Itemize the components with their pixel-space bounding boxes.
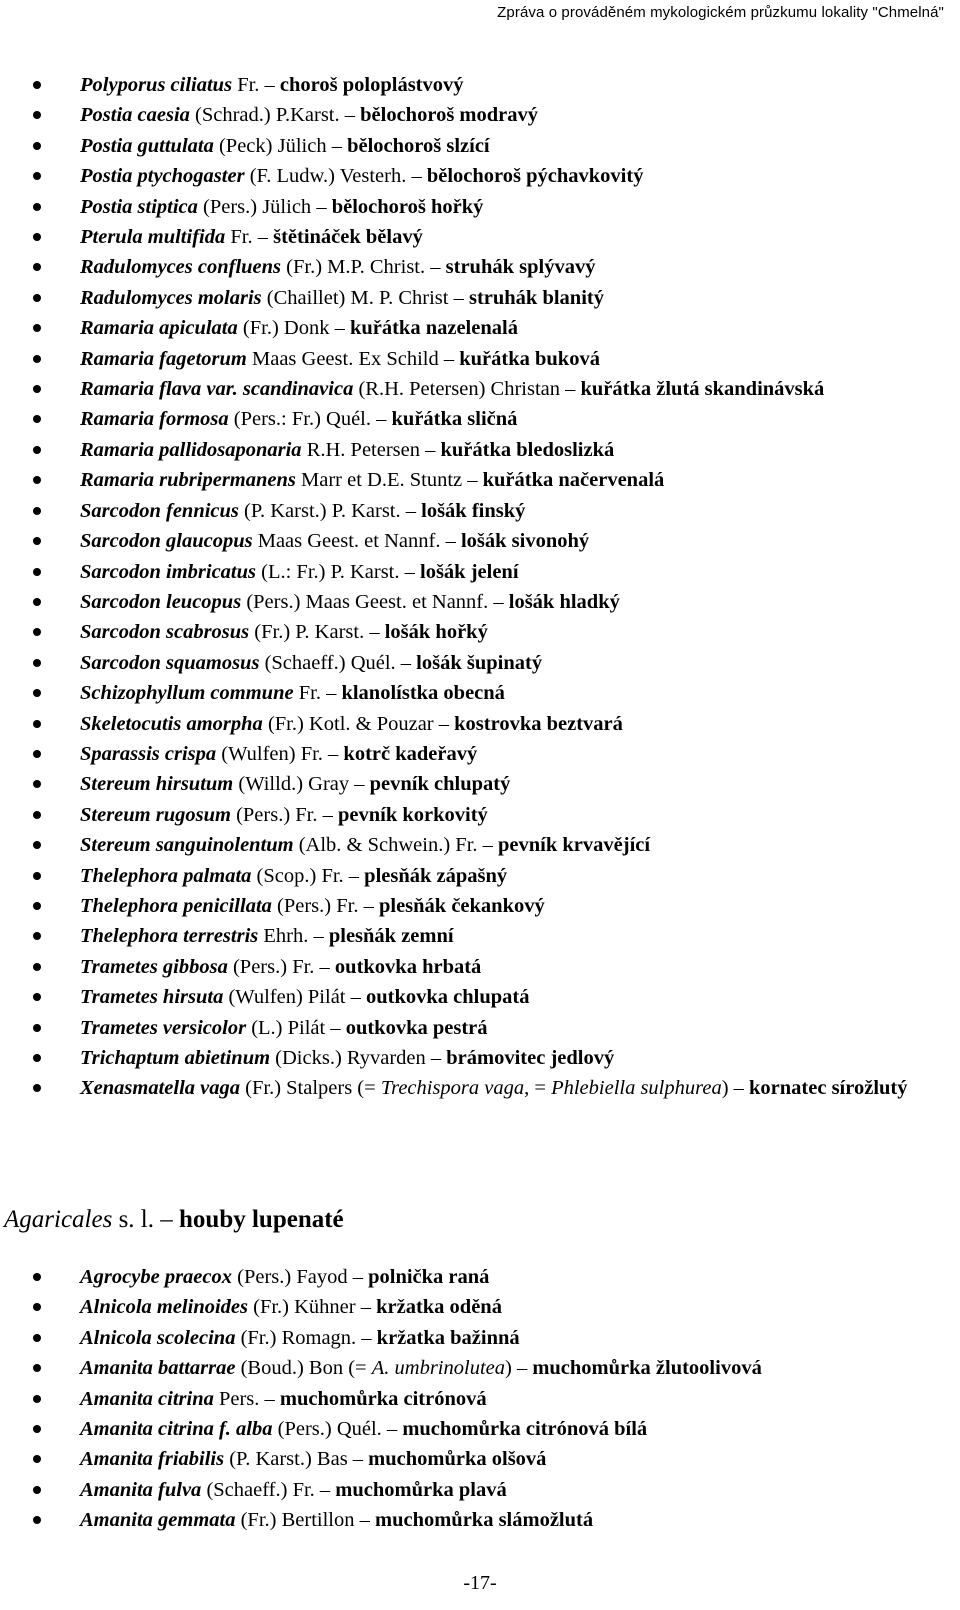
section-qualifier: s. l. bbox=[112, 1206, 161, 1233]
dash-separator: – bbox=[345, 986, 366, 1009]
author-citation: (L.: Fr.) P. Karst. bbox=[256, 560, 400, 583]
author-citation: (Alb. & Schwein.) Fr. bbox=[293, 834, 478, 857]
author-citation: (P. Karst.) P. Karst. bbox=[238, 499, 401, 522]
czech-name: kržatka bažinná bbox=[376, 1326, 520, 1349]
author-citation: (Schrad.) P.Karst. bbox=[189, 104, 340, 127]
czech-name: outkovka pestrá bbox=[345, 1016, 488, 1039]
dash-separator: – bbox=[438, 347, 460, 370]
synonym-name: Phlebiella sulphurea bbox=[551, 1077, 722, 1100]
bullet-icon bbox=[33, 1516, 41, 1524]
synonym-name: A. umbrinolutea bbox=[371, 1357, 505, 1380]
dash-separator: – bbox=[406, 165, 427, 188]
dash-separator: – bbox=[448, 286, 469, 309]
bullet-icon bbox=[33, 963, 41, 971]
czech-name: klanolístka obecná bbox=[341, 682, 505, 705]
species-item-xenasmatella bbox=[0, 1073, 960, 1103]
scientific-name: Trametes versicolor bbox=[80, 1016, 247, 1039]
dash-separator: – bbox=[358, 894, 379, 917]
czech-name: muchomůrka citrónová bbox=[279, 1387, 487, 1410]
czech-name: lošák hladký bbox=[508, 590, 620, 613]
species-item bbox=[0, 1323, 960, 1353]
czech-name: kržatka oděná bbox=[376, 1296, 502, 1319]
czech-name: lošák jelení bbox=[420, 560, 519, 583]
author-citation: (Pers.) Fayod bbox=[232, 1266, 348, 1288]
czech-name: kuřátka sličná bbox=[391, 408, 518, 431]
bullet-icon bbox=[33, 1364, 41, 1372]
dash-separator: – bbox=[317, 803, 339, 826]
dash-separator: – bbox=[462, 469, 483, 492]
czech-name: struhák splývavý bbox=[445, 256, 596, 279]
bullet-icon bbox=[33, 720, 41, 728]
bullet-icon bbox=[33, 872, 41, 880]
czech-name: muchomůrka žlutoolivová bbox=[532, 1357, 762, 1380]
czech-name: pevník korkovitý bbox=[338, 803, 488, 826]
dash-separator: – bbox=[314, 1478, 336, 1501]
dash-separator: – bbox=[399, 560, 420, 583]
czech-name: kornatec sírožlutý bbox=[749, 1077, 908, 1100]
author-citation: (Fr.) P. Karst. bbox=[249, 621, 365, 644]
page-header: Zpráva o prováděném mykologickém průzkumu lokality "Chmelná" bbox=[497, 4, 944, 21]
dash-separator: – bbox=[728, 1077, 750, 1100]
synonym-close: ) bbox=[505, 1357, 512, 1380]
synonym-close: ) bbox=[721, 1077, 729, 1100]
dash-separator: – bbox=[560, 378, 581, 401]
author-citation: Marr et D.E. Stuntz bbox=[295, 469, 463, 492]
section-scientific-name: Agaricales bbox=[4, 1206, 113, 1233]
bullet-icon bbox=[33, 1334, 41, 1342]
bullet-icon bbox=[33, 1395, 41, 1403]
author-citation: (Schaeff.) Quél. bbox=[259, 651, 396, 674]
dash-separator: – bbox=[356, 1326, 377, 1349]
scientific-name: Ramaria formosa bbox=[80, 408, 229, 431]
species-item bbox=[0, 283, 960, 313]
scientific-name: Amanita battarrae bbox=[80, 1357, 236, 1380]
czech-name: bělochoroš modravý bbox=[360, 104, 538, 127]
author-citation: (Dicks.) Ryvarden bbox=[270, 1047, 426, 1069]
czech-name: outkovka chlupatá bbox=[365, 986, 530, 1009]
species-item bbox=[0, 404, 960, 434]
dash-separator: – bbox=[349, 773, 370, 796]
scientific-name: Postia guttulata bbox=[80, 134, 214, 157]
dash-separator: – bbox=[381, 1418, 403, 1441]
author-citation: (Fr.) Donk bbox=[237, 317, 330, 340]
scientific-name: Thelephora terrestris bbox=[80, 925, 259, 948]
czech-name: muchomůrka citrónová bílá bbox=[402, 1418, 648, 1441]
bullet-icon bbox=[33, 172, 41, 180]
bullet-icon bbox=[33, 1303, 41, 1311]
bullet-icon bbox=[33, 446, 41, 454]
czech-name: lošák finský bbox=[421, 499, 526, 522]
species-item bbox=[0, 861, 960, 891]
scientific-name: Amanita citrina bbox=[80, 1387, 214, 1410]
bullet-icon bbox=[33, 993, 41, 1001]
author-citation: (P. Karst.) Bas bbox=[224, 1448, 348, 1471]
czech-name: bělochoroš hořký bbox=[331, 195, 484, 218]
dash-separator: – bbox=[347, 1448, 369, 1471]
czech-name: kuřátka načervenalá bbox=[482, 469, 665, 492]
species-item bbox=[0, 709, 960, 739]
species-list-agaricales bbox=[0, 1262, 960, 1536]
czech-name: kuřátka buková bbox=[459, 347, 600, 370]
author-citation: Ehrh. bbox=[258, 925, 309, 948]
species-item bbox=[0, 739, 960, 769]
species-item bbox=[0, 587, 960, 617]
author-citation: (L.) Pilát bbox=[246, 1016, 326, 1039]
czech-name: štětináček bělavý bbox=[273, 226, 423, 249]
bullet-icon bbox=[33, 1273, 41, 1281]
author-citation: (Pers.) Jülich bbox=[197, 195, 312, 218]
author-citation: (Fr.) Bertillon bbox=[235, 1509, 355, 1532]
dash-separator: – bbox=[477, 834, 499, 857]
czech-name: bělochoroš pýchavkovitý bbox=[426, 165, 644, 188]
species-item bbox=[0, 70, 960, 100]
bullet-icon bbox=[33, 324, 41, 332]
species-item bbox=[0, 1043, 960, 1073]
bullet-icon bbox=[33, 263, 41, 271]
bullet-icon bbox=[33, 507, 41, 515]
species-item bbox=[0, 769, 960, 799]
scientific-name: Pterula multifida bbox=[80, 226, 226, 249]
czech-name: plesňák zemní bbox=[328, 925, 454, 948]
author-citation: (Boud.) Bon (= bbox=[235, 1357, 372, 1380]
scientific-name: Ramaria fagetorum bbox=[80, 347, 247, 370]
dash-separator: – bbox=[314, 955, 335, 978]
bullet-icon bbox=[33, 841, 41, 849]
scientific-name: Alnicola scolecina bbox=[80, 1326, 236, 1349]
author-citation: (Peck) Jülich bbox=[213, 134, 327, 157]
page-number: -17- bbox=[463, 1572, 497, 1594]
bullet-icon bbox=[33, 476, 41, 484]
bullet-icon bbox=[33, 932, 41, 940]
bullet-icon bbox=[33, 750, 41, 758]
scientific-name: Sarcodon leucopus bbox=[80, 590, 242, 613]
dash-separator: – bbox=[354, 1509, 375, 1532]
dash-separator: – bbox=[326, 134, 348, 157]
bullet-icon bbox=[33, 811, 41, 819]
species-item bbox=[0, 891, 960, 921]
czech-name: choroš poloplástvový bbox=[279, 74, 464, 96]
bullet-icon bbox=[33, 1455, 41, 1463]
species-item bbox=[0, 1292, 960, 1322]
author-citation: Fr. bbox=[225, 226, 253, 249]
czech-name: lošák sivonohý bbox=[460, 530, 590, 553]
species-item bbox=[0, 648, 960, 678]
scientific-name: Trametes hirsuta bbox=[80, 986, 224, 1009]
author-citation: (Pers.) Maas Geest. et Nannf. bbox=[241, 590, 489, 613]
species-item bbox=[0, 557, 960, 587]
bullet-icon bbox=[33, 294, 41, 302]
dash-separator: – bbox=[425, 1047, 447, 1069]
scientific-name: Radulomyces confluens bbox=[80, 256, 282, 279]
species-item bbox=[0, 617, 960, 647]
author-citation: Fr. bbox=[293, 682, 321, 705]
scientific-name: Sarcodon scabrosus bbox=[80, 621, 250, 644]
species-item bbox=[0, 1414, 960, 1444]
dash-separator: – bbox=[343, 864, 365, 887]
species-item bbox=[0, 830, 960, 860]
scientific-name: Sarcodon fennicus bbox=[80, 499, 239, 522]
author-citation: (Fr.) Kühner bbox=[248, 1296, 356, 1319]
species-item bbox=[0, 192, 960, 222]
dash-separator: – bbox=[395, 651, 417, 674]
synonym-name: Trechispora vaga bbox=[380, 1077, 525, 1100]
species-item bbox=[0, 526, 960, 556]
species-item-amanita-battarrae bbox=[0, 1353, 960, 1383]
czech-name: kotrč kadeřavý bbox=[343, 742, 478, 765]
scientific-name: Stereum rugosum bbox=[80, 803, 231, 826]
author-citation: Pers. bbox=[213, 1387, 260, 1410]
scientific-name: Postia ptychogaster bbox=[80, 165, 245, 188]
species-item bbox=[0, 131, 960, 161]
dash-separator: – bbox=[252, 226, 274, 249]
author-citation: (Wulfen) Pilát bbox=[223, 986, 346, 1009]
bullet-icon bbox=[33, 689, 41, 697]
dash-separator: – bbox=[355, 1296, 377, 1319]
czech-name: pevník krvavějící bbox=[498, 834, 651, 857]
species-item bbox=[0, 952, 960, 982]
dash-separator: – bbox=[433, 712, 455, 735]
dash-separator: – bbox=[400, 499, 422, 522]
czech-name: pevník chlupatý bbox=[369, 773, 511, 796]
dash-separator: – bbox=[347, 1266, 369, 1288]
dash-separator: – bbox=[420, 438, 441, 461]
bullet-icon bbox=[33, 81, 41, 89]
bullet-icon bbox=[33, 142, 41, 150]
czech-name: plesňák čekankový bbox=[378, 894, 545, 917]
scientific-name: Amanita gemmata bbox=[80, 1509, 236, 1532]
scientific-name: Polyporus ciliatus bbox=[80, 74, 233, 96]
scientific-name: Amanita friabilis bbox=[80, 1448, 225, 1471]
species-item bbox=[0, 161, 960, 191]
bullet-icon bbox=[33, 1054, 41, 1062]
czech-name: brámovitec jedlový bbox=[446, 1047, 615, 1069]
author-citation: (Pers.) Fr. bbox=[227, 955, 315, 978]
author-citation: (Wulfen) Fr. bbox=[216, 742, 323, 765]
species-item bbox=[0, 222, 960, 252]
species-item bbox=[0, 1262, 960, 1292]
species-item bbox=[0, 1475, 960, 1505]
species-item bbox=[0, 982, 960, 1012]
scientific-name: Sarcodon glaucopus bbox=[80, 530, 253, 553]
scientific-name: Thelephora palmata bbox=[80, 864, 252, 887]
species-item bbox=[0, 678, 960, 708]
bullet-icon bbox=[33, 902, 41, 910]
bullet-icon bbox=[33, 355, 41, 363]
czech-name: kuřátka žlutá skandinávská bbox=[580, 378, 825, 401]
author-citation: (F. Ludw.) Vesterh. bbox=[244, 165, 407, 188]
section-heading-agaricales bbox=[4, 1204, 344, 1236]
dash-separator: – bbox=[364, 621, 385, 644]
scientific-name: Ramaria rubripermanens bbox=[80, 469, 296, 492]
czech-name: struhák blanitý bbox=[468, 286, 604, 309]
dash-separator: – bbox=[329, 317, 350, 340]
species-item bbox=[0, 435, 960, 465]
bullet-icon bbox=[33, 1024, 41, 1032]
bullet-icon bbox=[33, 111, 41, 119]
species-item bbox=[0, 374, 960, 404]
author-citation: (Pers.: Fr.) Quél. bbox=[228, 408, 372, 431]
scientific-name: Xenasmatella vaga bbox=[80, 1077, 241, 1100]
dash-separator: – bbox=[371, 408, 392, 431]
scientific-name: Trichaptum abietinum bbox=[80, 1047, 271, 1069]
dash-separator: – bbox=[325, 1016, 346, 1039]
scientific-name: Trametes gibbosa bbox=[80, 955, 228, 978]
dash-separator: – bbox=[339, 104, 361, 127]
species-item bbox=[0, 1505, 960, 1535]
species-item bbox=[0, 344, 960, 374]
bullet-icon bbox=[33, 1486, 41, 1494]
bullet-icon bbox=[33, 203, 41, 211]
czech-name: muchomůrka plavá bbox=[335, 1478, 507, 1501]
bullet-icon bbox=[33, 233, 41, 241]
author-citation: (Scop.) Fr. bbox=[251, 864, 344, 887]
species-item bbox=[0, 921, 960, 951]
bullet-icon bbox=[33, 415, 41, 423]
species-item bbox=[0, 100, 960, 130]
bullet-icon bbox=[33, 780, 41, 788]
species-item bbox=[0, 252, 960, 282]
bullet-icon bbox=[33, 628, 41, 636]
scientific-name: Sparassis crispa bbox=[80, 742, 217, 765]
species-item bbox=[0, 313, 960, 343]
czech-name: kuřátka bledoslizká bbox=[440, 438, 615, 461]
author-citation: (Chaillet) M. P. Christ bbox=[261, 286, 449, 309]
scientific-name: Postia stiptica bbox=[80, 195, 198, 218]
scientific-name: Ramaria apiculata bbox=[80, 317, 238, 340]
author-citation: Fr. bbox=[232, 74, 260, 96]
scientific-name: Thelephora penicillata bbox=[80, 894, 272, 917]
dash-separator: – bbox=[488, 590, 509, 613]
author-citation: Maas Geest. Ex Schild bbox=[246, 347, 439, 370]
species-item bbox=[0, 800, 960, 830]
dash-separator: – bbox=[259, 1387, 280, 1410]
scientific-name: Agrocybe praecox bbox=[80, 1266, 232, 1288]
czech-name: lošák šupinatý bbox=[416, 651, 543, 674]
bullet-icon bbox=[33, 659, 41, 667]
bullet-icon bbox=[33, 598, 41, 606]
section-czech-name: houby lupenaté bbox=[179, 1206, 344, 1233]
dash-separator: – bbox=[311, 195, 332, 218]
species-item bbox=[0, 496, 960, 526]
czech-name: bělochoroš slzící bbox=[347, 134, 490, 157]
bullet-icon bbox=[33, 1425, 41, 1433]
scientific-name: Skeletocutis amorpha bbox=[80, 712, 263, 735]
dash-separator: – bbox=[308, 925, 329, 948]
czech-name: plesňák zápašný bbox=[364, 864, 508, 887]
bullet-icon bbox=[33, 1084, 41, 1092]
scientific-name: Radulomyces molaris bbox=[80, 286, 262, 309]
bullet-icon bbox=[33, 537, 41, 545]
scientific-name: Ramaria pallidosaponaria bbox=[80, 438, 302, 461]
scientific-name: Alnicola melinoides bbox=[80, 1296, 248, 1319]
dash-separator: – bbox=[259, 74, 280, 96]
author-citation: (R.H. Petersen) Christan bbox=[353, 378, 560, 401]
section-dash: – bbox=[160, 1206, 180, 1233]
czech-name: kostrovka beztvará bbox=[454, 712, 623, 735]
author-citation: (Fr.) Kotl. & Pouzar bbox=[262, 712, 434, 735]
dash-separator: – bbox=[511, 1357, 533, 1380]
author-citation: (Pers.) Fr. bbox=[230, 803, 318, 826]
author-citation: (Fr.) M.P. Christ. bbox=[281, 256, 426, 279]
dash-separator: – bbox=[440, 530, 461, 553]
czech-name: lošák hořký bbox=[384, 621, 488, 644]
czech-name: outkovka hrbatá bbox=[334, 955, 482, 978]
scientific-name: Sarcodon imbricatus bbox=[80, 560, 256, 583]
species-item bbox=[0, 465, 960, 495]
synonym-separator: , = bbox=[524, 1077, 552, 1100]
bullet-icon bbox=[33, 568, 41, 576]
czech-name: muchomůrka olšová bbox=[368, 1448, 547, 1471]
author-citation: Maas Geest. et Nannf. bbox=[252, 530, 441, 553]
author-citation: (Pers.) Quél. bbox=[272, 1418, 382, 1441]
scientific-name: Amanita fulva bbox=[80, 1478, 202, 1501]
author-citation: (Pers.) Fr. bbox=[271, 894, 359, 917]
author-citation: (Fr.) Stalpers (= bbox=[240, 1077, 381, 1100]
czech-name: kuřátka nazelenalá bbox=[349, 317, 518, 340]
dash-separator: – bbox=[320, 682, 342, 705]
author-citation: (Schaeff.) Fr. bbox=[201, 1478, 315, 1501]
czech-name: muchomůrka slámožlutá bbox=[375, 1509, 594, 1532]
dash-separator: – bbox=[322, 742, 344, 765]
bullet-icon bbox=[33, 385, 41, 393]
author-citation: (Fr.) Romagn. bbox=[235, 1326, 357, 1349]
scientific-name: Amanita citrina f. alba bbox=[80, 1418, 273, 1441]
scientific-name: Stereum sanguinolentum bbox=[80, 834, 294, 857]
dash-separator: – bbox=[425, 256, 446, 279]
author-citation: R.H. Petersen bbox=[301, 438, 420, 461]
scientific-name: Schizophyllum commune bbox=[80, 682, 294, 705]
czech-name: polnička raná bbox=[368, 1266, 490, 1288]
species-item bbox=[0, 1384, 960, 1414]
author-citation: (Willd.) Gray bbox=[233, 773, 350, 796]
scientific-name: Postia caesia bbox=[80, 104, 190, 127]
species-item bbox=[0, 1013, 960, 1043]
scientific-name: Ramaria flava var. scandinavica bbox=[80, 378, 354, 401]
species-list-aphyllophorales bbox=[0, 70, 960, 1104]
scientific-name: Sarcodon squamosus bbox=[80, 651, 260, 674]
scientific-name: Stereum hirsutum bbox=[80, 773, 234, 796]
species-item bbox=[0, 1444, 960, 1474]
